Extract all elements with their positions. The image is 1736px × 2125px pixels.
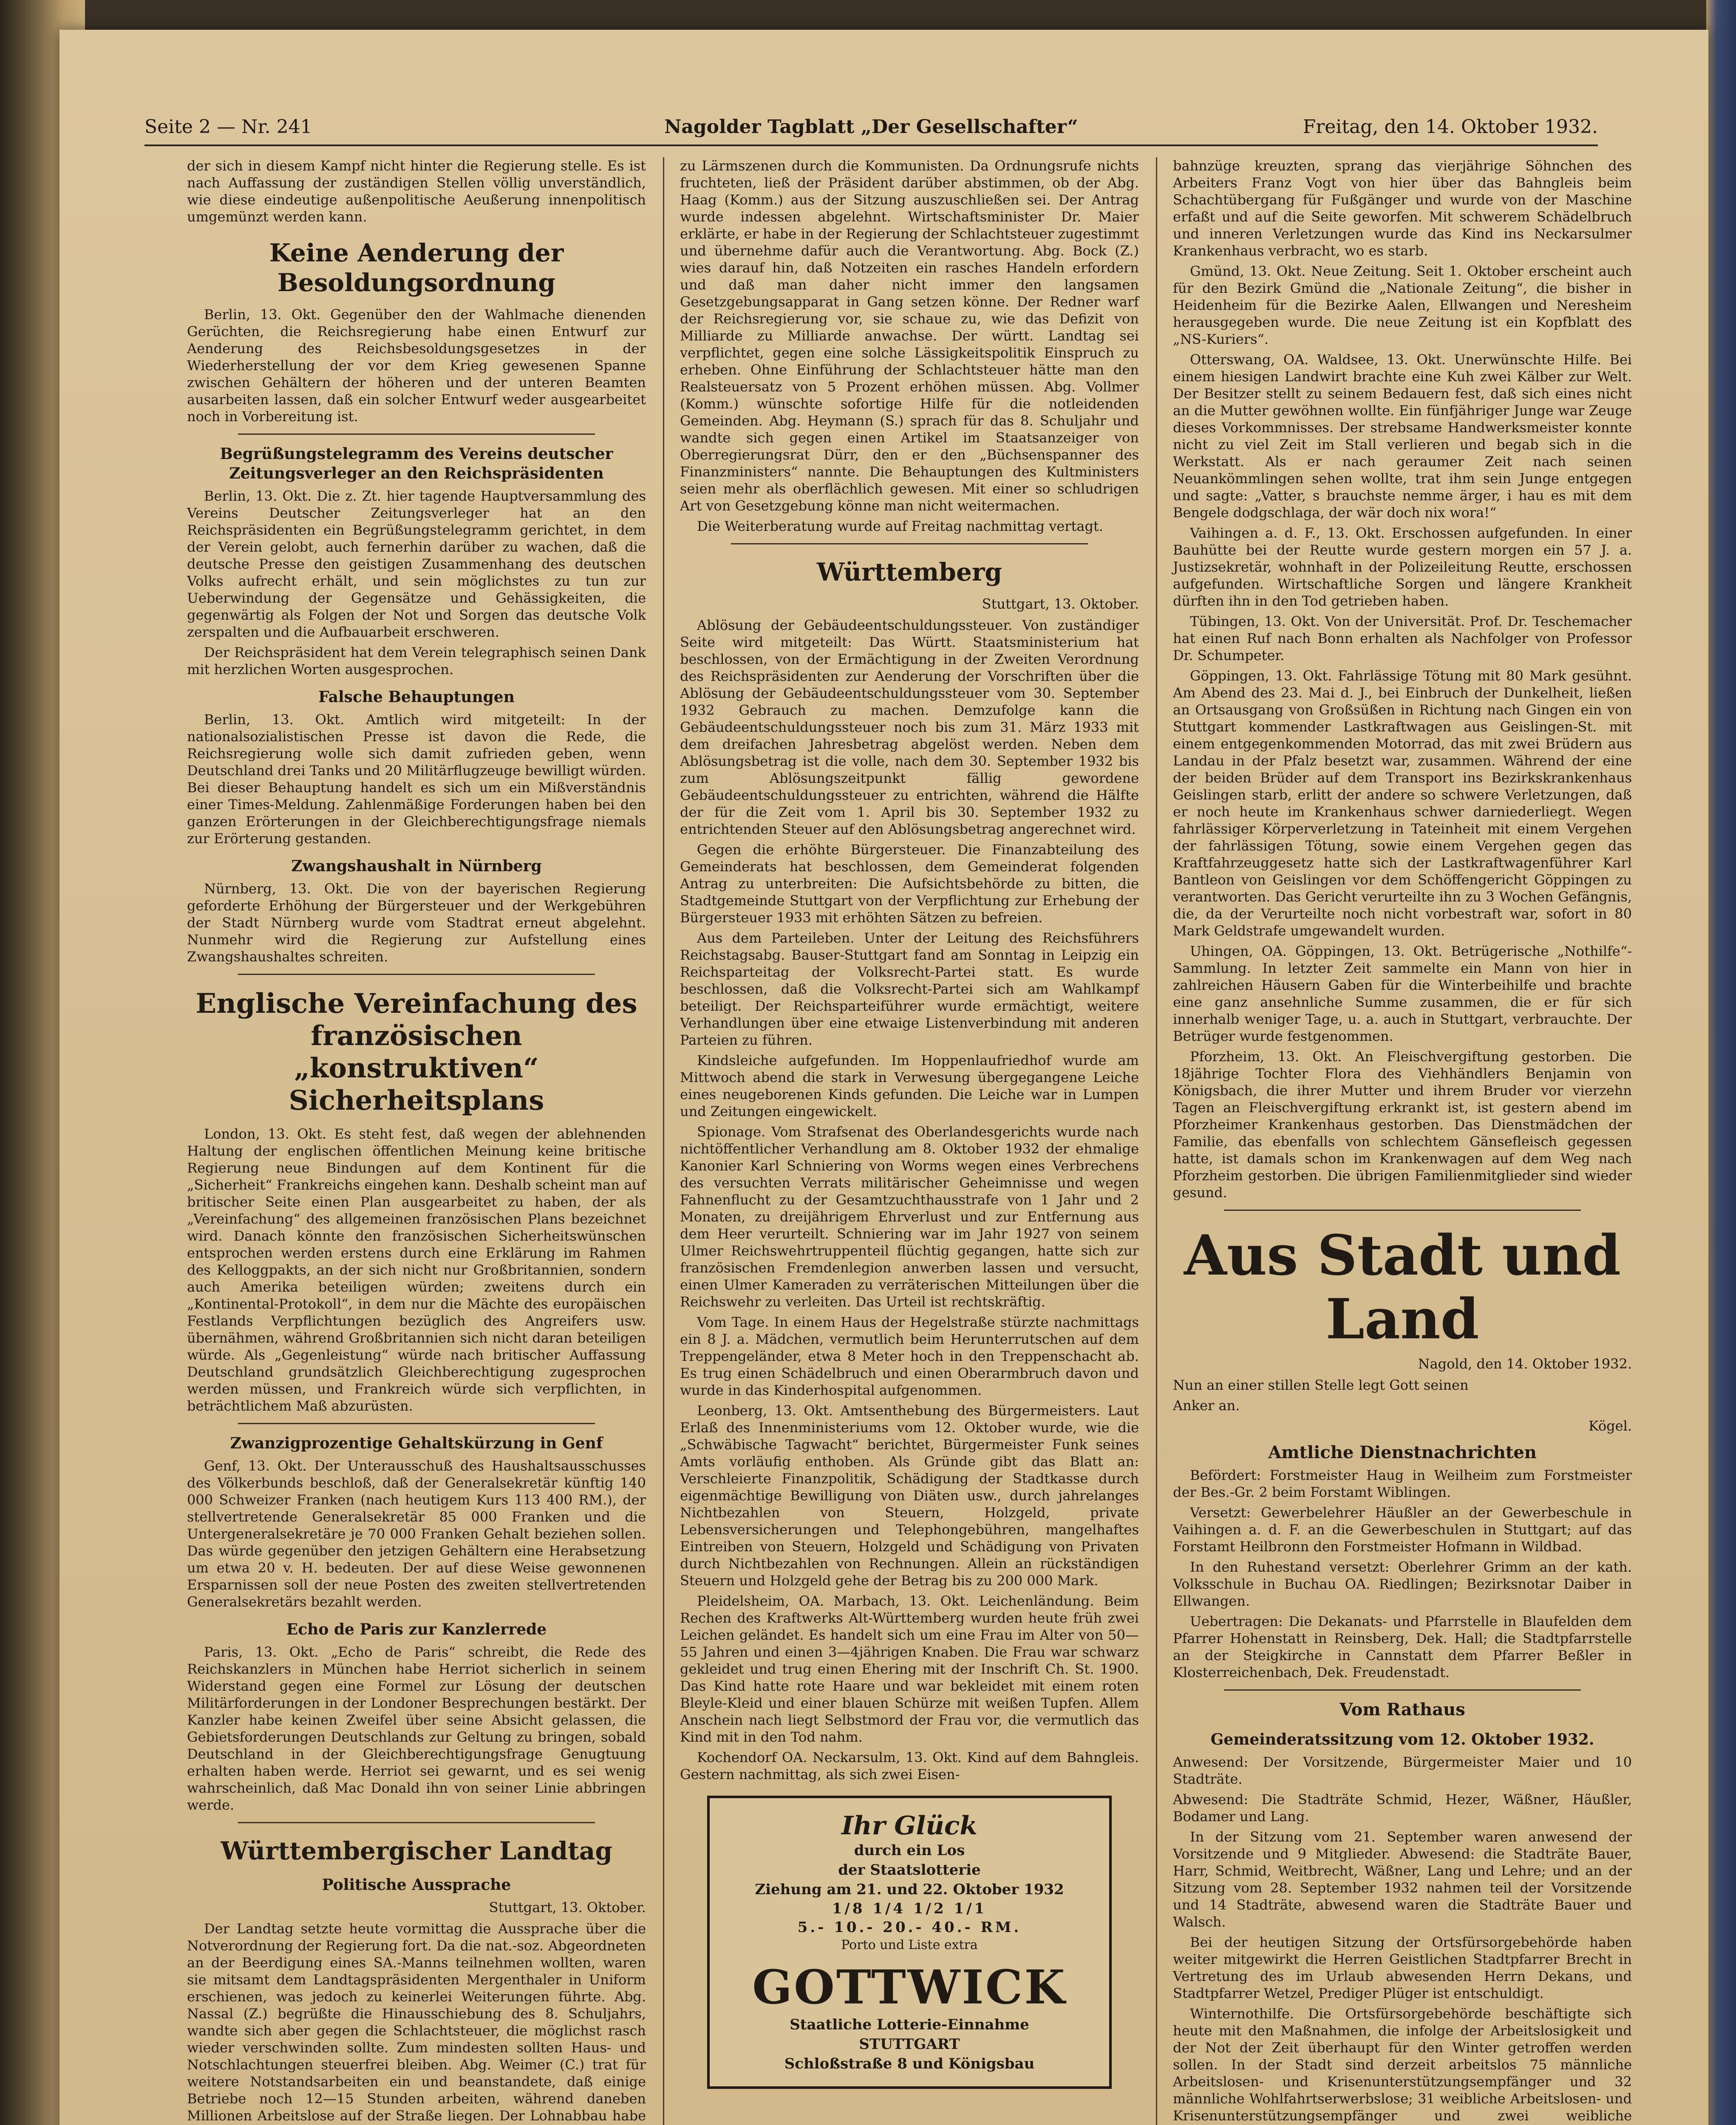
ad-porto: Porto und Liste extra [841, 1938, 978, 1952]
article-tuebingen: Tübingen, 13. Okt. Von der Universität. Prof. Dr. Teschemacher hat einen Ruf nach Bonn erhalten als Nachfolger von Professor Dr. Schumpeter. [1173, 613, 1632, 663]
ad-address: Schloßstraße 8 und Königsbau [784, 2055, 1035, 2072]
article-zwangshaushalt: Nürnberg, 13. Okt. Die von der bayerischen Regierung geforderte Erhöhung der Bürgersteuer und der Werkgebühren der Stadt Nürnberg wurde vom Stadtrat erneut abgelehnt. Nunmehr wird die Regierung zur Aufstellung eines Zwangshaushaltes schreiten. [187, 881, 646, 965]
ad-company-name: GOTTWICK [752, 1960, 1067, 2014]
lottery-advertisement [707, 1796, 1112, 2089]
article-englische-vereinfachung: London, 13. Okt. Es steht fest, daß wegen der ablehnenden Haltung der englischen öffentlichen Meinung keine britische Regierung neue Bindungen auf dem Kontinent für die „Sicherheit“ Frankreichs eingehen kann. Deshalb scheint man auf britischer Seite einen Plan ausgearbeitet zu haben, der als „Vereinfachung“ des allgemeinen französischen Plans bezeichnet wird. Danach könnte den französischen Sicherheitswünschen entsprochen werden erstens durch eine Erklärung im Rahmen des Kelloggpakts, an der sich nicht nur Großbritannien, sondern auch Amerika beteiligen würden; zweitens durch ein „Kontinental-Protokoll“, in dem nur die Mächte des europäischen Festlands Verpflichtungen bezüglich des Angreifers usw. übernähmen, während Großbritannien sich nicht daran beteiligen würde. Als „Gegenleistung“ würde nach britischer Auffassung Deutschland grundsätzlich Gleichberechtigung zugesprochen werden müssen, und Frankreich würde sich verpflichten, in beträchtlichem Maß abzurüsten. [187, 1126, 646, 1414]
motto-author: Kögel. [1588, 1418, 1632, 1434]
subheadline-aussprache: Politische Aussprache [322, 1876, 511, 1894]
headline-wuerttemberg: Württemberg [817, 558, 1002, 586]
motto-line: Nun an einer stillen Stelle legt Gott seinen [1173, 1377, 1469, 1393]
article-echo-de-paris: Paris, 13. Okt. „Echo de Paris“ schreibt, die Rede des Reichskanzlers in München habe Herriot sicherlich in seinem Widerstand gegen eine Formel zur Lösung der deutschen Militärforderungen in der Londoner Besprechungen bestärkt. Der Kanzler habe keinen Zweifel über seine Absicht gelassen, die Gebietsforderungen Deutschlands zur Geltung zu bringen, sobald Deutschland in der Gleichberechtigungsfrage Genugtuung erhalten haben werde. Herriot sei gewarnt, und es sei wenig wahrscheinlich, daß Mac Donald ihn von seiner Linie abbringen werde. [187, 1644, 646, 1813]
divider [1224, 1210, 1581, 1211]
subheadline-gemeinderatssitzung: Gemeinderatssitzung vom 12. Oktober 1932. [1210, 1731, 1594, 1748]
divider [238, 1423, 595, 1424]
article-vaihingen: Vaihingen a. d. F., 13. Okt. Erschossen aufgefunden. In einer Bauhütte bei der Reutte wurde gestern morgen ein 57 J. a. Justizsekretär, wohnhaft in der Polizeileitung Reutte, erschossen aufgefunden. Wirtschaftliche Sorgen und längere Krankheit dürften ihn in den Tod getrieben haben. [1173, 525, 1632, 609]
article-kochendorf-continuation: bahnzüge kreuzten, sprang das vierjährige Söhnchen des Arbeiters Franz Vogt von hier über das Bahngleis beim Schachtübergang für Fußgänger und wurde von der Maschine erfaßt und auf die Seite geworfen. Mit schwerem Schädelbruch und inneren Verletzungen wurde das Kind ins Neckarsulmer Krankenhaus verbracht, wo es starb. [1173, 158, 1632, 259]
notice-uebertragen: Uebertragen: Die Dekanats- und Pfarrstelle in Blaufelden dem Pfarrer Hohenstatt in Reinsberg, Dek. Hall; die Stadtpfarrstelle an der Steigkirche in Cannstatt dem Pfarrer Beßler in Klosterreichenbach, Dek. Freudenstadt. [1173, 1613, 1632, 1680]
headline-amtliche-dienstnachrichten: Amtliche Dienstnachrichten [1268, 1442, 1537, 1462]
column-1 [187, 157, 646, 2125]
newspaper-page [59, 30, 1708, 2125]
ad-prices: 5.- 10.- 20.- 40.- RM. [797, 1919, 1022, 1936]
article-parteileben: Aus dem Parteileben. Unter der Leitung des Reichsführers Reichstagsabg. Bauser-Stuttgart fand am Sonntag in Leipzig ein Reichsparteitag der Volksrecht-Partei statt. Es wurde beschlossen, daß die Volksrecht-Partei sich am Wahlkampf beteiligt. Der Reichsparteiführer wurde ermächtigt, weitere Verhandlungen über eine etwaige Listenverbindung mit anderen Parteien zu führen. [680, 930, 1139, 1048]
article-buergersteuer: Gegen die erhöhte Bürgersteuer. Die Finanzabteilung des Gemeinderats hat beschlossen, dem Gemeinderat folgenden Antrag zu unterbreiten: Die Aufsichtsbehörde zu bitten, die Stadtgemeinde Stuttgart von der Verpflichtung zur Erhebung der Bürgersteuer 1933 mit erhöhten Sätzen zu befreien. [680, 842, 1139, 926]
article-leonberg: Leonberg, 13. Okt. Amtsenthebung des Bürgermeisters. Laut Erlaß des Innenministeriums vom 12. Oktober wurde, wie die „Schwäbische Tagwacht“ berichtet, Bürgermeister Funk seines Amts vorläufig enthoben. Als Gründe gibt das Blatt an: Verschleierte Finanzpolitik, Schädigung der Stadtkasse durch eigenmächtige Bewilligung von Diäten usw., durch jahrelanges Nichtbezahlen von Steuern, Holzgeld, private Lebensversicherungen und Telephongebühren, mangelhaftes Eintreiben von Steuern, Holzgeld und Schädigung von Privaten durch Nichtbezahlen von Rechnungen. Allein an rückständigen Steuern und Holzgeld gehe der Betrag bis zu 200 000 Mark. [680, 1402, 1139, 1589]
page-number: Seite 2 — Nr. 241 [144, 116, 312, 138]
headline-falsche-behauptungen: Falsche Behauptungen [318, 688, 515, 706]
column-divider [663, 157, 664, 2125]
divider [238, 974, 595, 975]
article-sitzung-1: In der Sitzung vom 21. September waren anwesend der Vorsitzende und 9 Mitglieder. Abwesend: die Stadträte Bauer, Harr, Schmid, Weitbrecht, Wäßner, Lang und Lehre; und an der Sitzung vom 28. September 1932 nahmen teil der Vorsitzende und 14 Stadträte, abwesend waren die Stadträte Bauer und Walsch. [1173, 1829, 1632, 1930]
article-vom-tage: Vom Tage. In einem Haus der Hegelstraße stürzte nachmittags ein 8 J. a. Mädchen, vermutlich beim Herunterrutschen auf dem Treppengeländer, etwa 8 Meter hoch in den Treppenschacht ab. Es trug einen Schädelbruch und einen Oberarmbruch davon und wurde in das Kinderhospital aufgenommen. [680, 1314, 1139, 1398]
notice-befoerdert: Befördert: Forstmeister Haug in Weilheim zum Forstmeister der Bes.-Gr. 2 beim Forstamt Wiblingen. [1173, 1467, 1632, 1500]
article-continuation: der sich in diesem Kampf nicht hinter die Regierung stelle. Es ist nach Auffassung der zuständigen Stellen völlig unverständlich, wie diese eindeutige außenpolitische Aeußerung innenpolitisch umgemünzt werden kann. [187, 158, 646, 225]
section-title-stadt-und-land: Aus Stadt und Land [1184, 1223, 1621, 1352]
divider [238, 1822, 595, 1823]
dateline: Nagold, den 14. Oktober 1932. [1418, 1356, 1632, 1372]
article-falsche-behauptungen: Berlin, 13. Okt. Amtlich wird mitgeteilt: In der nationalsozialistischen Presse ist davon die Rede, die Reichsregierung wolle sich damit zufrieden geben, wenn Deutschland drei Tanks und 20 Militärflugzeuge bewilligt würden. Bei dieser Behauptung handelt es sich um ein Mißverständnis einer Times-Meldung. Zahlenmäßige Forderungen haben bei den ganzen Erörterungen in der Gleichberechtigungsfrage niemals zur Erörterung gestanden. [187, 711, 646, 847]
ad-line: der Staatslotterie [838, 1862, 981, 1878]
article-goeppingen: Göppingen, 13. Okt. Fahrlässige Tötung mit 80 Mark gesühnt. Am Abend des 23. Mai d. J., bei Einbruch der Dunkelheit, ließen an Ortsausgang von Großsüßen in Richtung nach Gingen ein von Stuttgart kommender Lastkraftwagen aus Geislingen-St. mit einem entgegenkommenden Motorrad, das mit zwei Brüdern aus Landau in der Pfalz besetzt war, zusammen. Während der eine der beiden Brüder auf dem Transport ins Bezirkskrankenhaus Geislingen starb, erlitt der andere so schwere Verletzungen, daß er noch heute im Krankenhaus schwer darniederliegt. Wegen fahrlässiger Körperverletzung in Tateinheit mit einem Vergehen der fahrlässigen Tötung, sowie einem Vergehen gegen das Kraftfahrzeuggesetz hatte sich der Lastkraftwagenführer Karl Bantleon von Geislingen vor dem Schöffengericht Göppingen zu verantworten. Das Gericht verurteilte ihn zu 3 Wochen Gefängnis, die, da der Verurteilte noch nicht vorbestraft war, sofort in 80 Mark Geldstrafe umgewandelt wurden. [1173, 668, 1632, 939]
article-kindsleiche: Kindsleiche aufgefunden. Im Hoppenlaufriedhof wurde am Mittwoch abend die stark in Verwesung übergegangene Leiche eines neugeborenen Kinds gefunden. Die Leiche war in Lumpen und Zeitungen eingewickelt. [680, 1052, 1139, 1119]
article-pforzheim: Pforzheim, 13. Okt. An Fleischvergiftung gestorben. Die 18jährige Tochter Flora des Viehhändlers Benjamin von Königsbach, die ihrer Mutter und ihrem Bruder vor vierzehn Tagen an Fleischvergiftung erkrankt ist, ist gestern abend im Pforzheimer Krankenhaus gestorben. Das Dienstmädchen der Familie, das ebenfalls von schlechtem Gänsefleisch gegessen hatte, ist damals schon im Krankenwagen auf dem Weg nach Pforzheim gestorben. Die übrigen Familienmitglieder sind wieder gesund. [1173, 1048, 1632, 1201]
motto-line: Anker an. [1173, 1397, 1240, 1414]
article-abloesung: Ablösung der Gebäudeentschuldungssteuer. Von zuständiger Seite wird mitgeteilt: Das Württ. Staatsministerium hat beschlossen, von der Ermächtigung in der Zweiten Verordnung des Reichspräsidenten zur Aenderung der Vorschriften über die Ablösung der Gebäudeentschuldungssteuer vom 30. September 1932 Gebrauch zu machen. Demzufolge kann die Gebäudeentschuldungssteuer noch bis zum 31. März 1933 mit dem dreifachen Jahresbetrag abgelöst werden. Neben dem Ablösungsbetrag ist die volle, nach dem 30. September 1932 bis zum Ablösungszeitpunkt fällig gewordene Gebäudeentschuldungssteuer zu entrichten, während die Hälfte der für die Zeit vom 1. April bis 30. September 1932 zu entrichtenden Steuer auf den Ablösungsbetrag angerechnet wird. [680, 617, 1139, 837]
notice-versetzt: Versetzt: Gewerbelehrer Häußler an der Gewerbeschule in Vaihingen a. d. F. an die Gewerbeschulen in Stuttgart; auf das Forstamt Heilbronn den Forstmeister Hofmann in Wildbad. [1173, 1504, 1632, 1555]
attendance-absent: Abwesend: Die Stadträte Schmid, Hezer, Wäßner, Häußler, Bodamer und Lang. [1173, 1791, 1632, 1825]
divider [731, 543, 1088, 544]
book-cover-edge [1706, 0, 1736, 2125]
dateline: Stuttgart, 13. Oktober. [489, 1899, 646, 1915]
ad-city: STUTTGART [859, 2036, 960, 2053]
ad-draw-date: Ziehung am 21. und 22. Oktober 1932 [755, 1881, 1064, 1898]
headline-zeitungsverleger: Begrüßungstelegramm des Vereins deutscher Zeitungsverleger an den Reichspräsidenten [220, 445, 613, 482]
headline-englische-vereinfachung: Englische Vereinfachung des französischen „konstruktiven“ Sicherheitsplans [195, 988, 637, 1116]
dateline: Stuttgart, 13. Oktober. [982, 596, 1139, 612]
ad-headline: Ihr Glück [841, 1811, 977, 1841]
article-zeitungsverleger: Berlin, 13. Okt. Die z. Zt. hier tagende Hauptversammlung des Vereins Deutscher Zeitungsverleger hat an den Reichspräsidenten ein Begrüßungstelegramm gerichtet, in dem der Verein gelobt, auch fernerhin darüber zu wachen, daß die deutsche Presse den geistigen Zusammenhang des deutschen Volks aufrecht erhält, und sein möglichstes zu tun zur Ueberwindung der Gegensätze und Gehässigkeiten, die gegenwärtig als Folgen der Not und Sorgen das deutsche Volk zerspalten und die Aufbauarbeit erschweren. [187, 488, 646, 640]
headline-besoldung: Keine Aenderung der Besoldungsordnung [269, 238, 564, 297]
ad-line: durch ein Los [854, 1842, 965, 1859]
article-uhingen: Uhingen, OA. Göppingen, 13. Okt. Betrügerische „Nothilfe“-Sammlung. In letzter Zeit sammelte ein Mann von hier in zahlreichen Häusern Gaben für die Winterbeihilfe und brachte eine ganz ansehnliche Summe zusammen, die er für sich innerhalb weniger Tage, u. a. auch in Stuttgart, verbrauchte. Der Betrüger wurde festgenommen. [1173, 943, 1632, 1044]
headline-echo-de-paris: Echo de Paris zur Kanzlerrede [286, 1621, 547, 1638]
article-gmuend: Gmünd, 13. Okt. Neue Zeitung. Seit 1. Oktober erscheint auch für den Bezirk Gmünd die „Nationale Zeitung“, die bisher in Heidenheim für die Bezirke Aalen, Ellwangen und Neresheim herausgegeben wurde. Die neue Zeitung ist ein Kopfblatt des „NS-Kuriers“. [1173, 263, 1632, 347]
divider [1224, 1689, 1581, 1691]
headline-vom-rathaus: Vom Rathaus [1340, 1700, 1465, 1720]
ad-fractions: 1/8 1/4 1/2 1/1 [832, 1900, 987, 1917]
column-2 [680, 157, 1139, 2089]
headline-zwangshaushalt: Zwangshaushalt in Nürnberg [291, 857, 542, 875]
article-landtag-continuation: zu Lärmszenen durch die Kommunisten. Da Ordnungsrufe nichts fruchteten, ließ der Präsident darüber abstimmen, ob der Abg. Haag (Komm.) aus der Sitzung auszuschließen sei. Der Antrag wurde indessen abgelehnt. Wirtschaftsminister Dr. Maier erklärte, er habe in der Regierung der Schlachtsteuer zugestimmt und übernehme dafür auch die Verantwortung. Abg. Bock (Z.) wies darauf hin, daß Notzeiten ein rasches Handeln erfordern und daß man daher nicht immer den langsamen Gesetzgebungsapparat in Gang setzen könne. Der Redner warf der Reichsregierung vor, sie schaue zu, wie das Defizit von Milliarde zu Milliarde anwachse. Der württ. Landtag sei verpflichtet, gegen eine solche Lässigkeitspolitik Einspruch zu erheben. Ohne Einführung der Schlachtsteuer hätte man den Realsteuersatz von 5 Prozent erhöhen müssen. Abg. Vollmer (Komm.) wünschte sofortige Hilfe für die notleidenden Gemeinden. Abg. Heymann (S.) sprach für das 8. Schuljahr und wandte sich gegen einen Artikel im Staatsanzeiger von Oberregierungsrat Dürr, den er den „Büchsenspanner des Finanzministers“ nannte. Die Behauptungen des Kultministers seien mehr als oberflächlich gewesen. Mit einer so schludrigen Art von Gesetzgebung könne man nicht weitermachen. [680, 158, 1139, 514]
article-winternothilfe: Winternothilfe. Die Ortsfürsorgebehörde beschäftigte sich heute mit den Maßnahmen, die infolge der Arbeitslosigkeit und der Not der Zeit überhaupt für den Winter getroffen werden sollen. In der Stadt sind derzeit arbeitslos 75 männliche Arbeitslosen- und Krisenunterstützungsempfänger und 32 männliche Wohlfahrtserwerbslose; 31 weibliche Arbeitslosen- und Krisenunterstützungsempfänger und zwei weibliche [1173, 2006, 1632, 2124]
article-landtag: Der Landtag setzte heute vormittag die Aussprache über die Notverordnung der Regierung fort. Da die nat.-soz. Abgeordneten an der Beerdigung eines SA.-Manns teilnehmen wollten, waren sie mitsamt dem Landtagspräsidenten Mergenthaler in Uniform erschienen, was jedoch zu keinerlei Weiterungen führte. Abg. Nassal (Z.) begrüßte die Hinausschiebung des 8. Schuljahrs, wandte sich aber gegen die Schlachtsteuer, die möglichst rasch wieder verschwinden sollte. Zum mindesten sollten Haus- und Notschlachtungen steuerfrei bleiben. Abg. Weimer (C.) trat für weitere Notstandsarbeiten ein und beanstandete, daß einige Betriebe noch 12—15 Stunden arbeiten, während daneben Millionen Arbeitslose auf der Straße liegen. Der Lohnabbau habe [187, 1921, 646, 2124]
article-sitzung-2: Bei der heutigen Sitzung der Ortsfürsorgebehörde haben weiter mitgewirkt die Herren Geistlichen Stadtpfarrer Brecht in Vertretung des im Urlaub abwesenden Herrn Dekans, und Stadtpfarrer Wetzel, Prediger Plüger ist entschuldigt. [1173, 1934, 1632, 2001]
page-header [144, 98, 1598, 146]
article-landtag-end: Die Weiterberatung wurde auf Freitag nachmittag vertagt. [697, 518, 1103, 534]
article-zeitungsverleger-2: Der Reichspräsident hat dem Verein telegraphisch seinen Dank mit herzlichen Worten ausgesprochen. [187, 644, 646, 677]
notice-ruhestand: In den Ruhestand versetzt: Oberlehrer Grimm an der kath. Volksschule in Buchau OA. Riedlingen; Bezirksnotar Daiber in Ellwangen. [1173, 1559, 1632, 1609]
issue-date: Freitag, den 14. Oktober 1932. [1303, 116, 1598, 138]
divider [238, 434, 595, 435]
article-genf: Genf, 13. Okt. Der Unterausschuß des Haushaltsausschusses des Völkerbunds beschloß, daß der Generalsekretär künftig 140 000 Schweizer Franken (nach heutigem Kurs 113 400 RM.), der stellvertretende Generalsekretär 85 000 Franken und die Untergeneralsekretäre je 70 000 Franken Gehalt beziehen sollen. Das würde gegenüber den jetzigen Gehältern eine Herabsetzung um etwa 20 v. H. bedeuten. Der auf diese Weise gewonnenen Ersparnissen soll der neue Posten des zweiten stellvertretenden Generalsekretärs bezahlt werden. [187, 1458, 646, 1610]
headline-landtag: Württembergischer Landtag [221, 1836, 612, 1865]
headline-genf: Zwanzigprozentige Gehaltskürzung in Genf [230, 1434, 603, 1452]
ad-company-type: Staatliche Lotterie-Einnahme [790, 2016, 1029, 2033]
attendance-present: Anwesend: Der Vorsitzende, Bürgermeister Maier und 10 Stadträte. [1173, 1754, 1632, 1787]
article-kochendorf: Kochendorf OA. Neckarsulm, 13. Okt. Kind auf dem Bahngleis. Gestern nachmittag, als sich zwei Eisen- [680, 1749, 1139, 1782]
column-divider [1156, 157, 1157, 2125]
article-otterswang: Otterswang, OA. Waldsee, 13. Okt. Unerwünschte Hilfe. Bei einem hiesigen Landwirt brachte eine Kuh zwei Kälber zur Welt. Der Besitzer stellt zu seinem Bedauern fest, daß sich eines nicht an die Mutter gewöhnen wollte. Ein fünfjähriger Junge war Zeuge dieses Vorkommnisses. Der strebsame Handwerksmeister konnte nicht zu viel Zeit im Stall verlieren und begab sich in die Werkstatt. Als er nach geraumer Zeit nach seinen Neuankömmlingen sehen wollte, trat ihm sein Junge entgegen und sagte: „Vatter, s brauchste nemme ärger, i hau es mit dem Bengele dodgschlaga, der wär doch nix wora!“ [1173, 351, 1632, 521]
newspaper-title: Nagolder Tagblatt „Der Gesellschafter“ [664, 116, 1078, 138]
article-besoldung: Berlin, 13. Okt. Gegenüber den der Wahlmache dienenden Gerüchten, die Reichsregierung habe einen Entwurf zur Aenderung des Reichsbesoldungsgesetzes in der Wiederherstellung der vor dem Krieg gewesenen Spanne zwischen Gehältern der höheren und der unteren Beamten ausarbeiten lassen, daß ein solcher Entwurf weder ausgearbeitet noch in Vorbereitung ist. [187, 306, 646, 425]
article-pleidelsheim: Pleidelsheim, OA. Marbach, 13. Okt. Leichenländung. Beim Rechen des Kraftwerks Alt-Württemberg wurden heute früh zwei Leichen geländet. Es handelt sich um eine Frau im Alter von 50—55 Jahren und einen 3—4jährigen Knaben. Die Frau war schwarz gekleidet und trug einen Ehering mit der Inschrift Ch. St. 1900. Das Kind hatte rote Haare und war bekleidet mit einem roten Bleyle-Kleid und einer blauen Schürze mit weißen Tupfen. Allem Anschein nach liegt Selbstmord der Frau vor, die vermutlich das Kind mit in den Tod nahm. [680, 1593, 1139, 1745]
article-spionage: Spionage. Vom Strafsenat des Oberlandesgerichts wurde nach nichtöffentlicher Verhandlung am 8. Oktober 1932 der ehmalige Kanonier Karl Schniering von Worms wegen eines Verbrechens des versuchten Verrats militärischer Geheimnisse und wegen Fahnenflucht zu der Gesamtzuchthausstrafe von 1 Jahr und 2 Monaten, zu dreijährigem Ehrverlust und zur Entfernung aus dem Heer verurteilt. Schniering war im Jahr 1927 von seinem Ulmer Reichswehrtruppenteil flüchtig gegangen, hatte sich zur französischen Fremdenlegion anwerben lassen und versucht, einen Ulmer Kameraden zu verräterischen Mitteilungen über die Reichswehr zu verleiten. Das Urteil ist rechtskräftig. [680, 1124, 1139, 1310]
column-3 [1173, 157, 1632, 2125]
